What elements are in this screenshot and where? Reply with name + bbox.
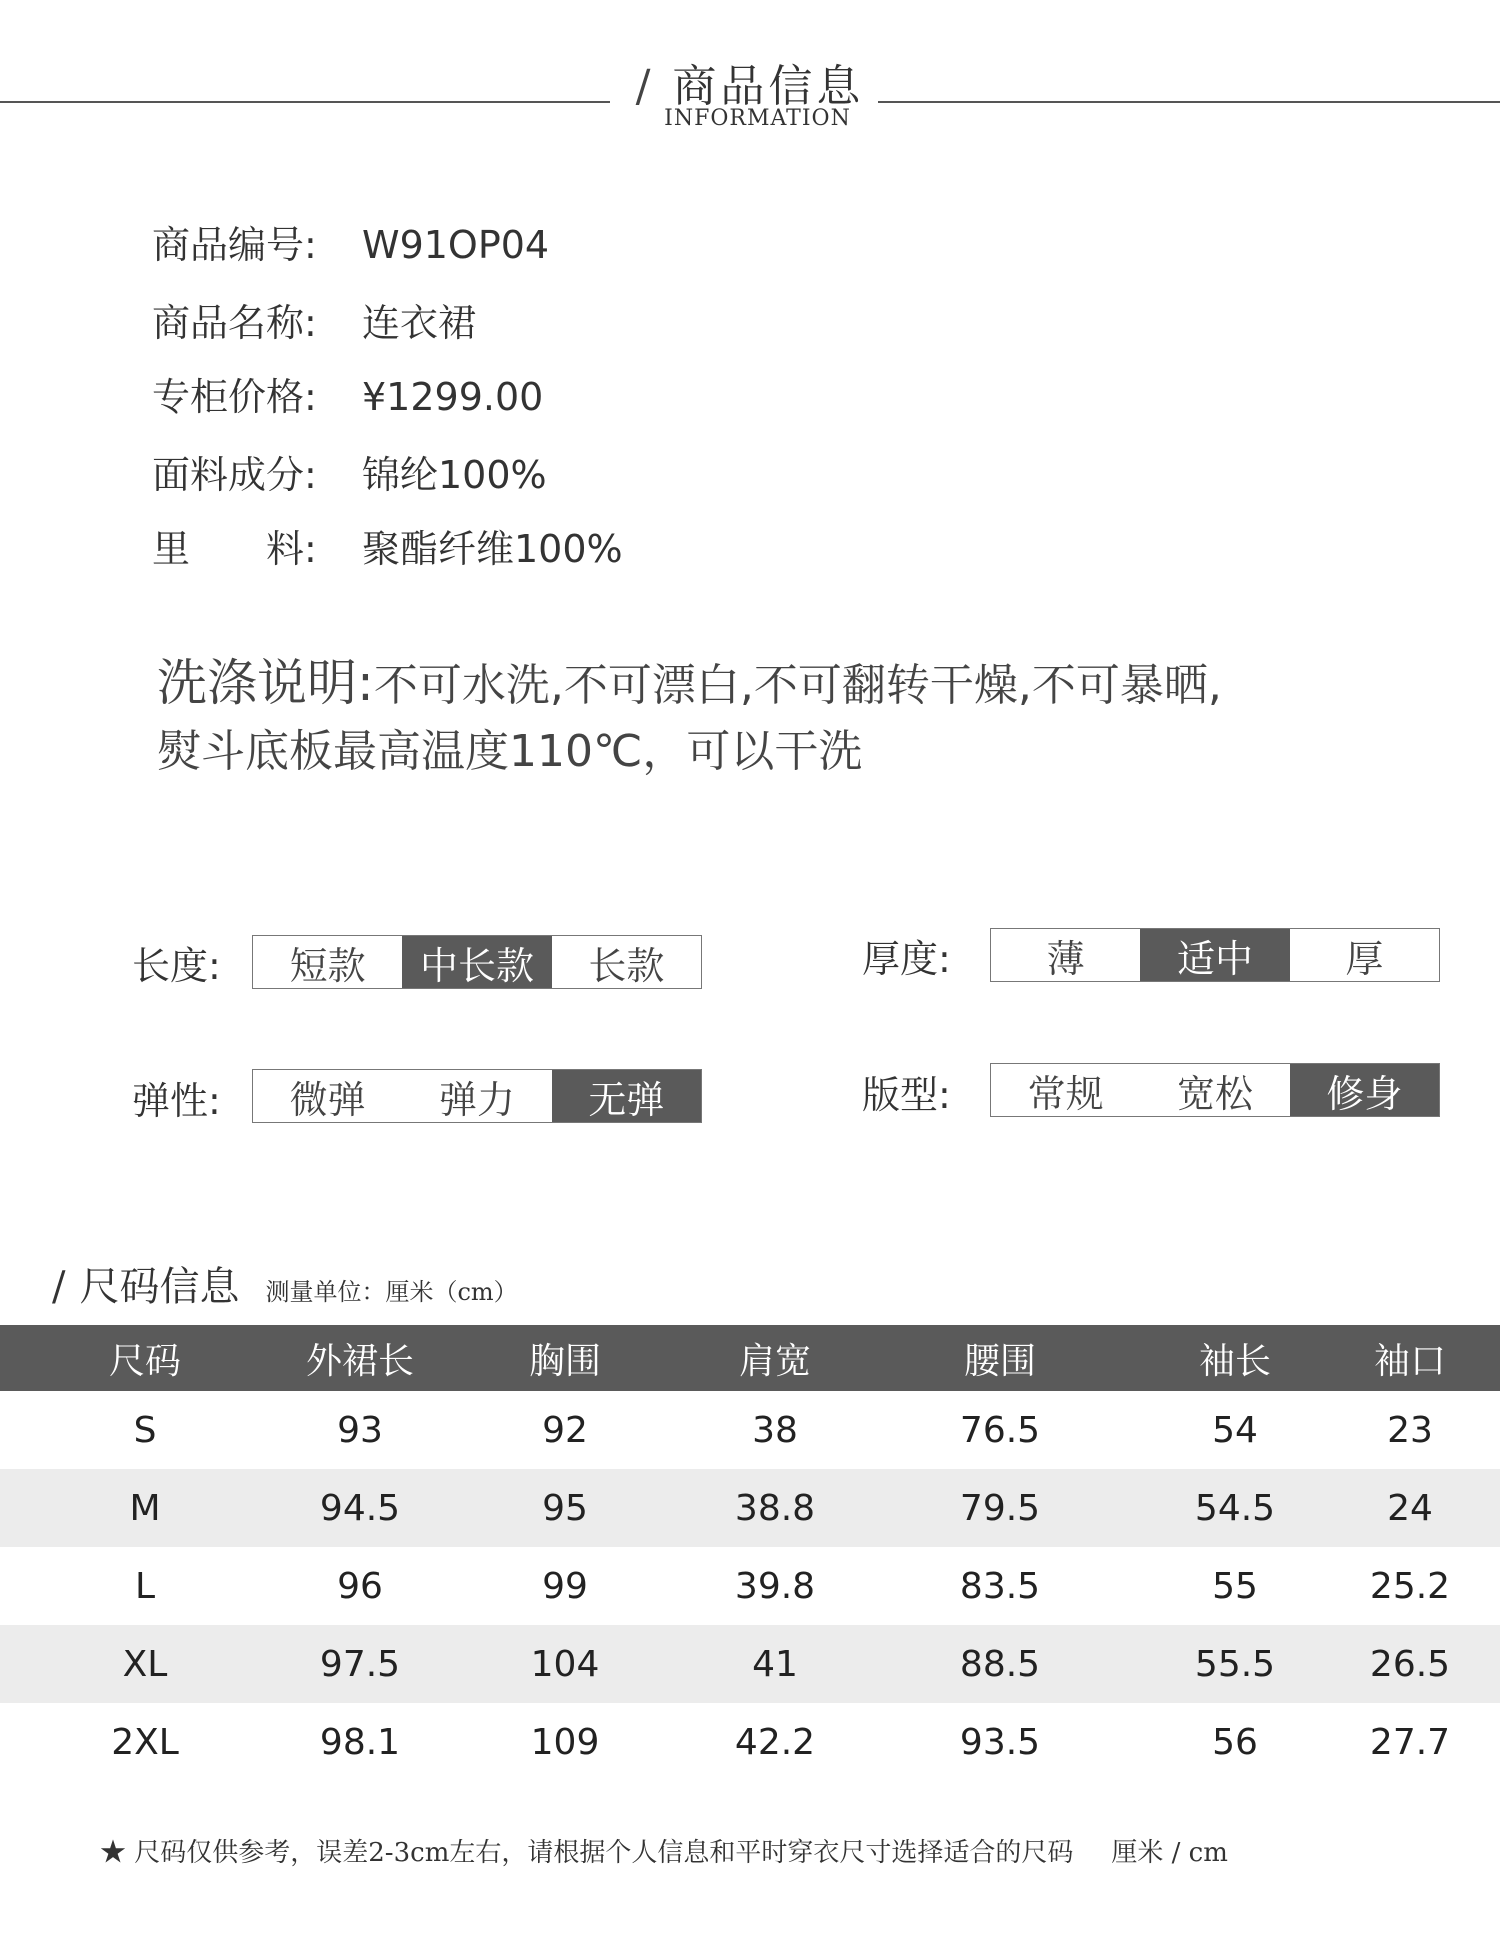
table-cell: S: [133, 1409, 157, 1451]
col-header-bust: 胸围: [430, 1325, 700, 1391]
table-cell: 2XL: [111, 1721, 179, 1763]
table-cell: 56: [1212, 1721, 1258, 1763]
fit-option: 宽松: [1176, 1071, 1253, 1116]
table-cell: L: [134, 1565, 156, 1607]
table-cell: 92: [542, 1409, 588, 1451]
info-label: 里 料:: [152, 527, 317, 571]
size-title-text: 尺码信息: [79, 1264, 240, 1310]
length-label: 长度:: [132, 944, 221, 988]
table-cell: 24: [1320, 1469, 1500, 1547]
page-title: [0, 50, 1500, 114]
col-header-waist: 腰围: [850, 1325, 1150, 1391]
table-cell: 26.5: [1320, 1625, 1500, 1703]
washing-line-1: [157, 650, 1457, 719]
thickness-option: 厚: [1345, 936, 1384, 981]
elasticity-selector: [252, 1069, 702, 1123]
length-option: 长款: [588, 943, 665, 988]
table-cell: 27.7: [1369, 1721, 1451, 1763]
washing-label: 洗涤说明:: [157, 654, 374, 712]
info-value: W91OP04: [362, 223, 550, 267]
thickness-option: 薄: [1046, 936, 1085, 981]
elasticity-option: 微弹: [289, 1077, 366, 1122]
table-cell: 94.5: [290, 1469, 430, 1547]
length-option: 中长款: [402, 936, 551, 988]
table-cell: 54: [1212, 1409, 1258, 1451]
info-value: ¥1299.00: [362, 375, 544, 419]
table-cell: 99: [542, 1565, 588, 1607]
info-value: 聚酯纤维100%: [362, 527, 623, 571]
table-cell: 83.5: [959, 1565, 1041, 1607]
elasticity-label: 弹性:: [132, 1079, 221, 1123]
washing-instructions: [157, 650, 1457, 785]
elasticity-option: 无弹: [552, 1070, 701, 1122]
table-cell: 23: [1387, 1409, 1433, 1451]
info-label: 商品名称:: [152, 301, 317, 345]
fit-label: 版型:: [862, 1073, 951, 1117]
size-note-text: ★ 尺码仅供参考，误差2-3cm左右，请根据个人信息和平时穿衣尺寸选择适合的尺码: [100, 1838, 1074, 1868]
size-note-unit: 厘米 / cm: [1111, 1838, 1228, 1868]
info-value: 锦纶100%: [362, 453, 547, 497]
info-row-code: [152, 214, 549, 269]
fit-option: 常规: [1027, 1071, 1104, 1116]
info-label: 面料成分:: [152, 453, 317, 497]
table-cell: 79.5: [850, 1469, 1150, 1547]
thickness-label: 厚度:: [862, 937, 951, 981]
col-header-length: 外裙长: [290, 1325, 430, 1391]
table-row: [0, 1469, 1500, 1547]
col-header-size: 尺码: [0, 1325, 290, 1391]
table-cell: 104: [430, 1625, 700, 1703]
table-cell: 38.8: [700, 1469, 850, 1547]
size-note: [100, 1832, 1228, 1869]
thickness-option: 适中: [1140, 929, 1289, 981]
table-cell: 38: [752, 1409, 798, 1451]
table-cell: 98.1: [319, 1721, 401, 1763]
table-cell: 55.5: [1150, 1625, 1320, 1703]
washing-text-1: 不可水洗,不可漂白,不可翻转干燥,不可暴晒,: [373, 660, 1222, 711]
size-title-slash: /: [52, 1264, 66, 1310]
table-cell: M: [0, 1469, 290, 1547]
col-header-cuff: 袖口: [1320, 1325, 1500, 1391]
length-selector: [252, 935, 702, 989]
size-section-title: [52, 1255, 518, 1312]
table-cell: 96: [337, 1565, 383, 1607]
table-cell: 25.2: [1369, 1565, 1451, 1607]
table-cell: 109: [530, 1721, 600, 1763]
table-cell: 54.5: [1150, 1469, 1320, 1547]
table-cell: 88.5: [850, 1625, 1150, 1703]
elasticity-option: 弹力: [438, 1077, 515, 1122]
table-cell: XL: [0, 1625, 290, 1703]
table-header-row: [0, 1325, 1500, 1391]
table-cell: 97.5: [290, 1625, 430, 1703]
table-row: [0, 1391, 1500, 1469]
info-value: 连衣裙: [362, 301, 477, 345]
table-cell: 55: [1212, 1565, 1258, 1607]
table-cell: 41: [700, 1625, 850, 1703]
size-table: [0, 1325, 1500, 1781]
washing-line-2: 熨斗底板最高温度110℃，可以干洗: [157, 726, 863, 777]
table-row: [0, 1703, 1500, 1781]
info-label: 专柜价格:: [152, 375, 317, 419]
table-cell: 93.5: [959, 1721, 1041, 1763]
thickness-selector: [990, 928, 1440, 982]
table-row: [0, 1547, 1500, 1625]
col-header-shoulder: 肩宽: [700, 1325, 850, 1391]
size-unit-text: 测量单位：厘米（cm）: [265, 1278, 518, 1306]
fit-option: 修身: [1290, 1064, 1439, 1116]
table-cell: 76.5: [959, 1409, 1041, 1451]
title-text: 商品信息: [672, 61, 865, 112]
page-subtitle: INFORMATION: [664, 106, 851, 131]
info-row-name: [152, 292, 476, 347]
table-cell: 95: [430, 1469, 700, 1547]
table-cell: 39.8: [734, 1565, 816, 1607]
info-row-price: [152, 366, 543, 421]
col-header-sleeve: 袖长: [1150, 1325, 1320, 1391]
info-row-lining: [152, 518, 623, 573]
fit-selector: [990, 1063, 1440, 1117]
length-option: 短款: [289, 943, 366, 988]
title-slash: /: [635, 61, 655, 112]
table-row: [0, 1625, 1500, 1703]
table-cell: 93: [337, 1409, 383, 1451]
info-label: 商品编号:: [152, 223, 317, 267]
table-cell: 42.2: [734, 1721, 816, 1763]
info-row-fabric: [152, 444, 547, 499]
